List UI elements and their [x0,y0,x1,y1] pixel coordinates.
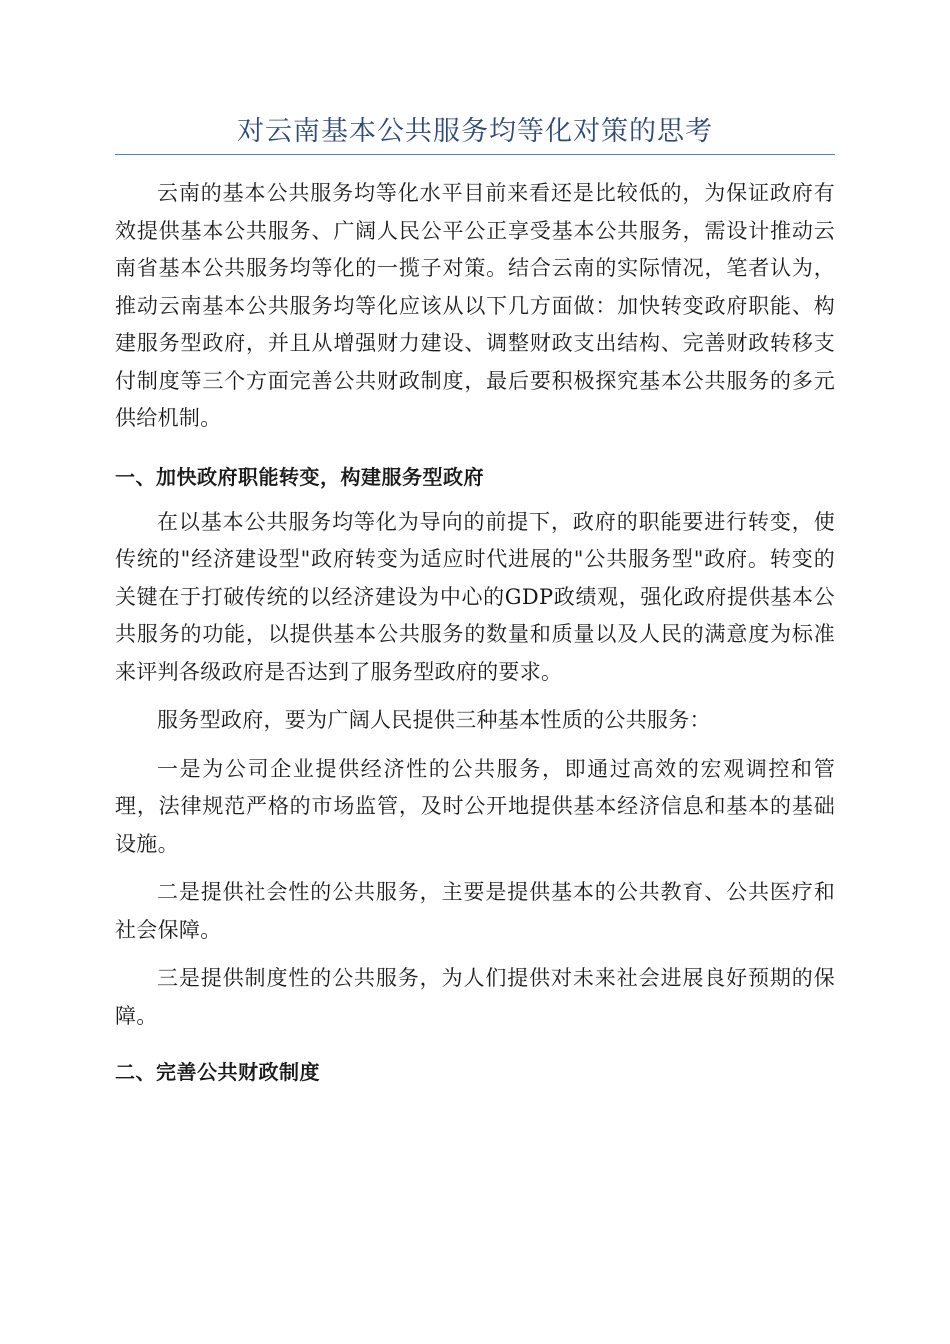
document-page [115,112,835,1087]
section1-paragraph: 三是提供制度性的公共服务，为人们提供对未来社会进展良好预期的保障。 [115,966,835,1028]
section1-paragraph: 服务型政府，要为广阔人民提供三种基本性质的公共服务： [157,708,711,732]
section-heading-2: 二、完善公共财政制度 [115,1060,320,1084]
section-heading-1: 一、加快政府职能转变，构建服务型政府 [115,464,484,489]
intro-paragraph: 云南的基本公共服务均等化水平目前来看还是比较低的，为保证政府有效提供基本公共服务、广阔人民公平公正享受基本公共服务，需设计推动云南省基本公共服务均等化的一揽子对策。结合云南的实际情况，笔者认为，推动云南基本公共服务均等化应该从以下几方面做：加快转变政府职能、构建服务型政府，并且从增强财力建设、调整财政支出结构、完善财政转移支付制度等三个方面完善公共财政制度，最后要积极探究基本公共服务的多元供给机制。 [115,181,835,430]
section1-paragraph: 在以基本公共服务均等化为导向的前提下，政府的职能要进行转变，使传统的"经济建设型"政府转变为适应时代进展的"公共服务型"政府。转变的关键在于打破传统的以经济建设为中心的GDP政绩观，强化政府提供基本公共服务的功能，以提供基本公共服务的数量和质量以及人民的满意度为标准来评判各级政府是否达到了服务型政府的要求。 [115,509,835,684]
section1-paragraph: 一是为公司企业提供经济性的公共服务，即通过高效的宏观调控和管理，法律规范严格的市场监管，及时公开地提供基本经济信息和基本的基础设施。 [115,756,835,856]
section1-paragraph: 二是提供社会性的公共服务，主要是提供基本的公共教育、公共医疗和社会保障。 [115,880,835,942]
document-title: 对云南基本公共服务均等化对策的思考 [115,112,835,155]
